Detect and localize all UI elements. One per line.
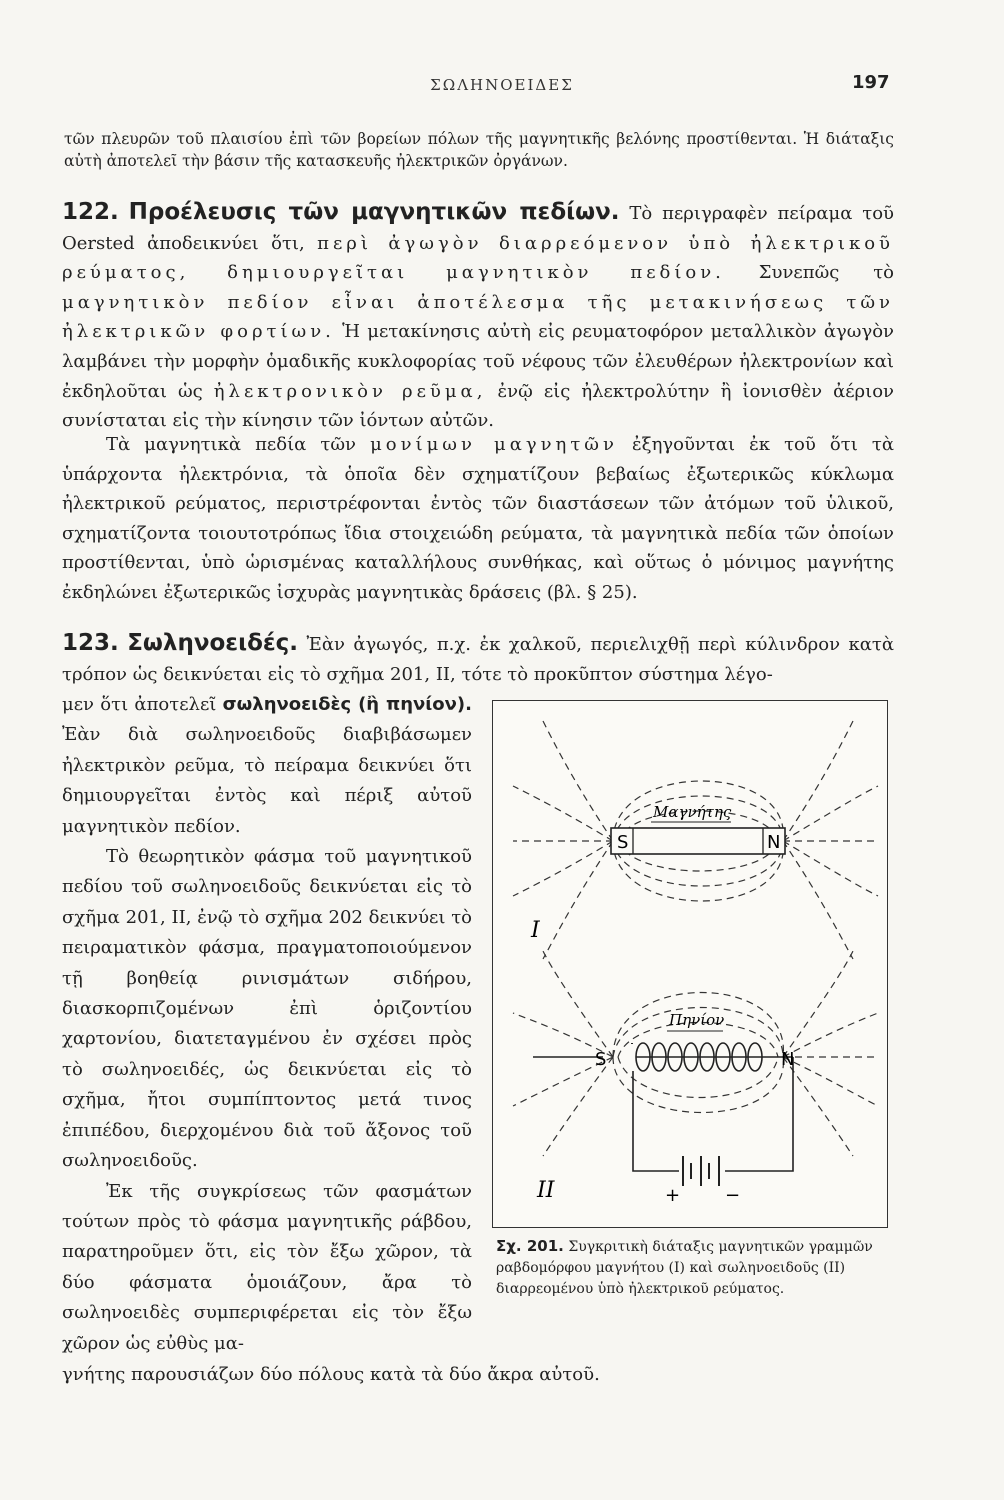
solenoid-definition bbox=[62, 690, 472, 842]
paragraph-2-text-a: Τὰ μαγνητικὰ πεδία τῶν bbox=[106, 434, 356, 455]
section-123-number: 123. bbox=[62, 630, 119, 656]
section-122-spaced-3: ἠλεκτρονικὸν ρεῦμα, bbox=[213, 380, 487, 402]
section-122-text-3: Ἡ μετακίνησις αὐτὴ εἰς ρευματοφόρον μεταλλικὸν ἀγωγὸν λαμβάνει τὴν μορφὴν ὁμαδικῆς κυκλοφορίας τοῦ νέφους τῶν ἐλευθέρων ἠλεκτρονίων καὶ ἐκδηλοῦται ὡς bbox=[62, 321, 894, 402]
col-text-a: μεν ὅτι ἀποτελεῖ bbox=[62, 694, 217, 715]
section-122-number: 122. bbox=[62, 199, 119, 225]
coil-label: Πηνίον bbox=[669, 1011, 725, 1029]
caption-text: Συγκριτικὴ διάταξις μαγνητικῶν γραμμῶν ραβδομόρφου μαγνήτου (I) καὶ σωληνοειδοῦς (II) διαρρεομένου ὑπὸ ἠλεκτρικοῦ ρεύματος. bbox=[496, 1239, 873, 1297]
section-123-title: Σωληνοειδές. bbox=[127, 630, 299, 656]
section-123-intro bbox=[62, 628, 894, 690]
section-122-paragraph bbox=[62, 198, 894, 436]
section-122-title: Προέλευσις τῶν μαγνητικῶν πεδίων. bbox=[128, 199, 620, 225]
figure-label-ii: II bbox=[537, 1178, 555, 1203]
battery-plus: + bbox=[665, 1185, 681, 1206]
permanent-magnets-paragraph bbox=[62, 430, 894, 608]
comparison-paragraph: Ἐκ τῆς συγκρίσεως τῶν φασμάτων τούτων πρὸς τὸ φάσμα μαγνητικῆς ράβδου, παρατηροῦμεν ὅτι, εἰς τὸν ἔξω χῶρον, τὰ δύο φάσματα ὁμοιάζουν, ἄρα τὸ σωληνοειδὲς συμπεριφέρεται εἰς τὸν ἔξω χῶρον ὡς εὐθὺς μα- bbox=[62, 1180, 472, 1354]
section-122-text-1: Τὸ περιγραφὲν πείραμα τοῦ Oersted ἀποδεικνύει ὅτι, bbox=[62, 203, 894, 254]
magnet-label: Μαγνήτης bbox=[653, 803, 732, 821]
section-123-intro-text: Ἐὰν ἀγωγός, π.χ. ἐκ χαλκοῦ, περιελιχθῇ περὶ κύλινδρον κατὰ τρόπον ὡς δεικνύεται εἰς τὸ σχῆμα 201, II, τότε τὸ προκῦπτον σύστημα λέγο- bbox=[62, 634, 894, 685]
closing-line: γνήτης παρουσιάζων δύο πόλους κατὰ τὰ δύο ἄκρα αὐτοῦ. bbox=[62, 1364, 600, 1385]
solenoid-term: σωληνοειδὲς (ἢ πηνίον). bbox=[222, 694, 472, 715]
figure-caption bbox=[496, 1236, 896, 1300]
battery bbox=[683, 1156, 719, 1186]
magnet-pole-s: S bbox=[617, 832, 629, 853]
bar-magnet bbox=[611, 828, 785, 854]
coil-pole-n: N bbox=[781, 1049, 795, 1070]
col-text-b: Ἐὰν διὰ σωληνοειδοῦς διαβιβάσωμεν ἠλεκτρικὸν ρεῦμα, τὸ πείραμα δεικνύει ὅτι δημιουργεῖται ἐντὸς καὶ πέριξ αὐτοῦ μαγνητικὸν πεδίον. bbox=[62, 724, 472, 837]
solenoid-field-lines bbox=[513, 951, 878, 1156]
figure-label-i: I bbox=[531, 918, 540, 943]
section-122-text-4: ἐνῷ εἰς ἠλεκτρολύτην ἢ ἰονισθὲν ἀέριον συνίσταται εἰς τὴν κίνησιν τῶν ἰόντων αὐτῶν. bbox=[62, 380, 894, 432]
figure-201 bbox=[492, 700, 888, 1228]
section-122-spaced-1: περὶ ἀγωγὸν διαρρεόμενον ὑπὸ ἠλεκτρικοῦ ρεύματος, δημιουργεῖται μαγνητικὸν πεδίον. bbox=[62, 232, 894, 284]
lead-paragraph: τῶν πλευρῶν τοῦ πλαισίου ἐπὶ τῶν βορείων πόλων τῆς μαγνητικῆς βελόνης προστίθενται. Ἡ διάταξις αὐτὴ ἀποτελεῖ τὴν βάσιν τῆς κατασκευῆς ἠλεκτρικῶν ὀργάνων. bbox=[64, 130, 894, 170]
page-number: 197 bbox=[852, 72, 890, 93]
magnet-pole-n: N bbox=[767, 832, 781, 853]
caption-label: Σχ. 201. bbox=[496, 1237, 564, 1255]
paragraph-2-spaced: μονίμων μαγνητῶν bbox=[370, 434, 618, 455]
section-122-text-2: Συνεπῶς τὸ bbox=[758, 262, 894, 284]
section-122-spaced-2: μαγνητικὸν πεδίον εἶναι ἀποτέλεσμα τῆς μετακινήσεως τῶν ἠλεκτρικῶν φορτίων. bbox=[62, 291, 894, 343]
running-head: ΣΩΛΗΝΟΕΙΔΕΣ bbox=[430, 76, 574, 94]
paragraph-2-text-b: ἐξηγοῦνται ἐκ τοῦ ὅτι τὰ ὑπάρχοντα ἠλεκτρόνια, τὰ ὁποῖα δὲν σχηματίζουν βεβαίως ἐξωτερικῶς κύκλωμα ἠλεκτρικοῦ ρεύματος, περιστρέφονται ἐντὸς τῶν διαστάσεων τῶν ἀτόμων τοῦ ὑλικοῦ, σχηματίζοντα τοιουτοτρόπως ἴδια στοιχειώδη ρεύματα, τὰ μαγνητικὰ πεδία τῶν ὁποίων προστίθενται, ὑπὸ ὡρισμένας καταλλήλους συνθήκας, καὶ οὕτως ὁ μόνιμος μαγνήτης ἐκδηλώνει ἐξωτερικῶς ἰσχυρὰς μαγνητικὰς δράσεις (βλ. § 25). bbox=[62, 434, 894, 603]
theoretical-spectrum-paragraph: Τὸ θεωρητικὸν φάσμα τοῦ μαγνητικοῦ πεδίου τοῦ σωληνοειδοῦς δεικνύεται εἰς τὸ σχῆμα 201, II, ἐνῷ τὸ σχῆμα 202 δεικνύει τὸ πειραματικὸν φάσμα, πραγματοποιούμενον τῇ βοηθείᾳ ρινισμάτων σιδήρου, διασκορπιζομένων ἐπὶ ὁριζοντίου χαρτονίου, διατεταγμένου ἐν σχέσει πρὸς τὸ σωληνοειδές, ὡς δεικνύεται εἰς τὸ σχῆμα, ἤτοι συμπίπτοντος μετά τινος ἐπιπέδου, διερχομένου διὰ τοῦ ἄξονος τοῦ σωληνοειδοῦς. bbox=[62, 846, 472, 1172]
figure-diagram bbox=[493, 701, 887, 1227]
coil-pole-s: S bbox=[595, 1049, 607, 1070]
left-column bbox=[62, 690, 472, 1359]
battery-minus: − bbox=[725, 1185, 741, 1206]
